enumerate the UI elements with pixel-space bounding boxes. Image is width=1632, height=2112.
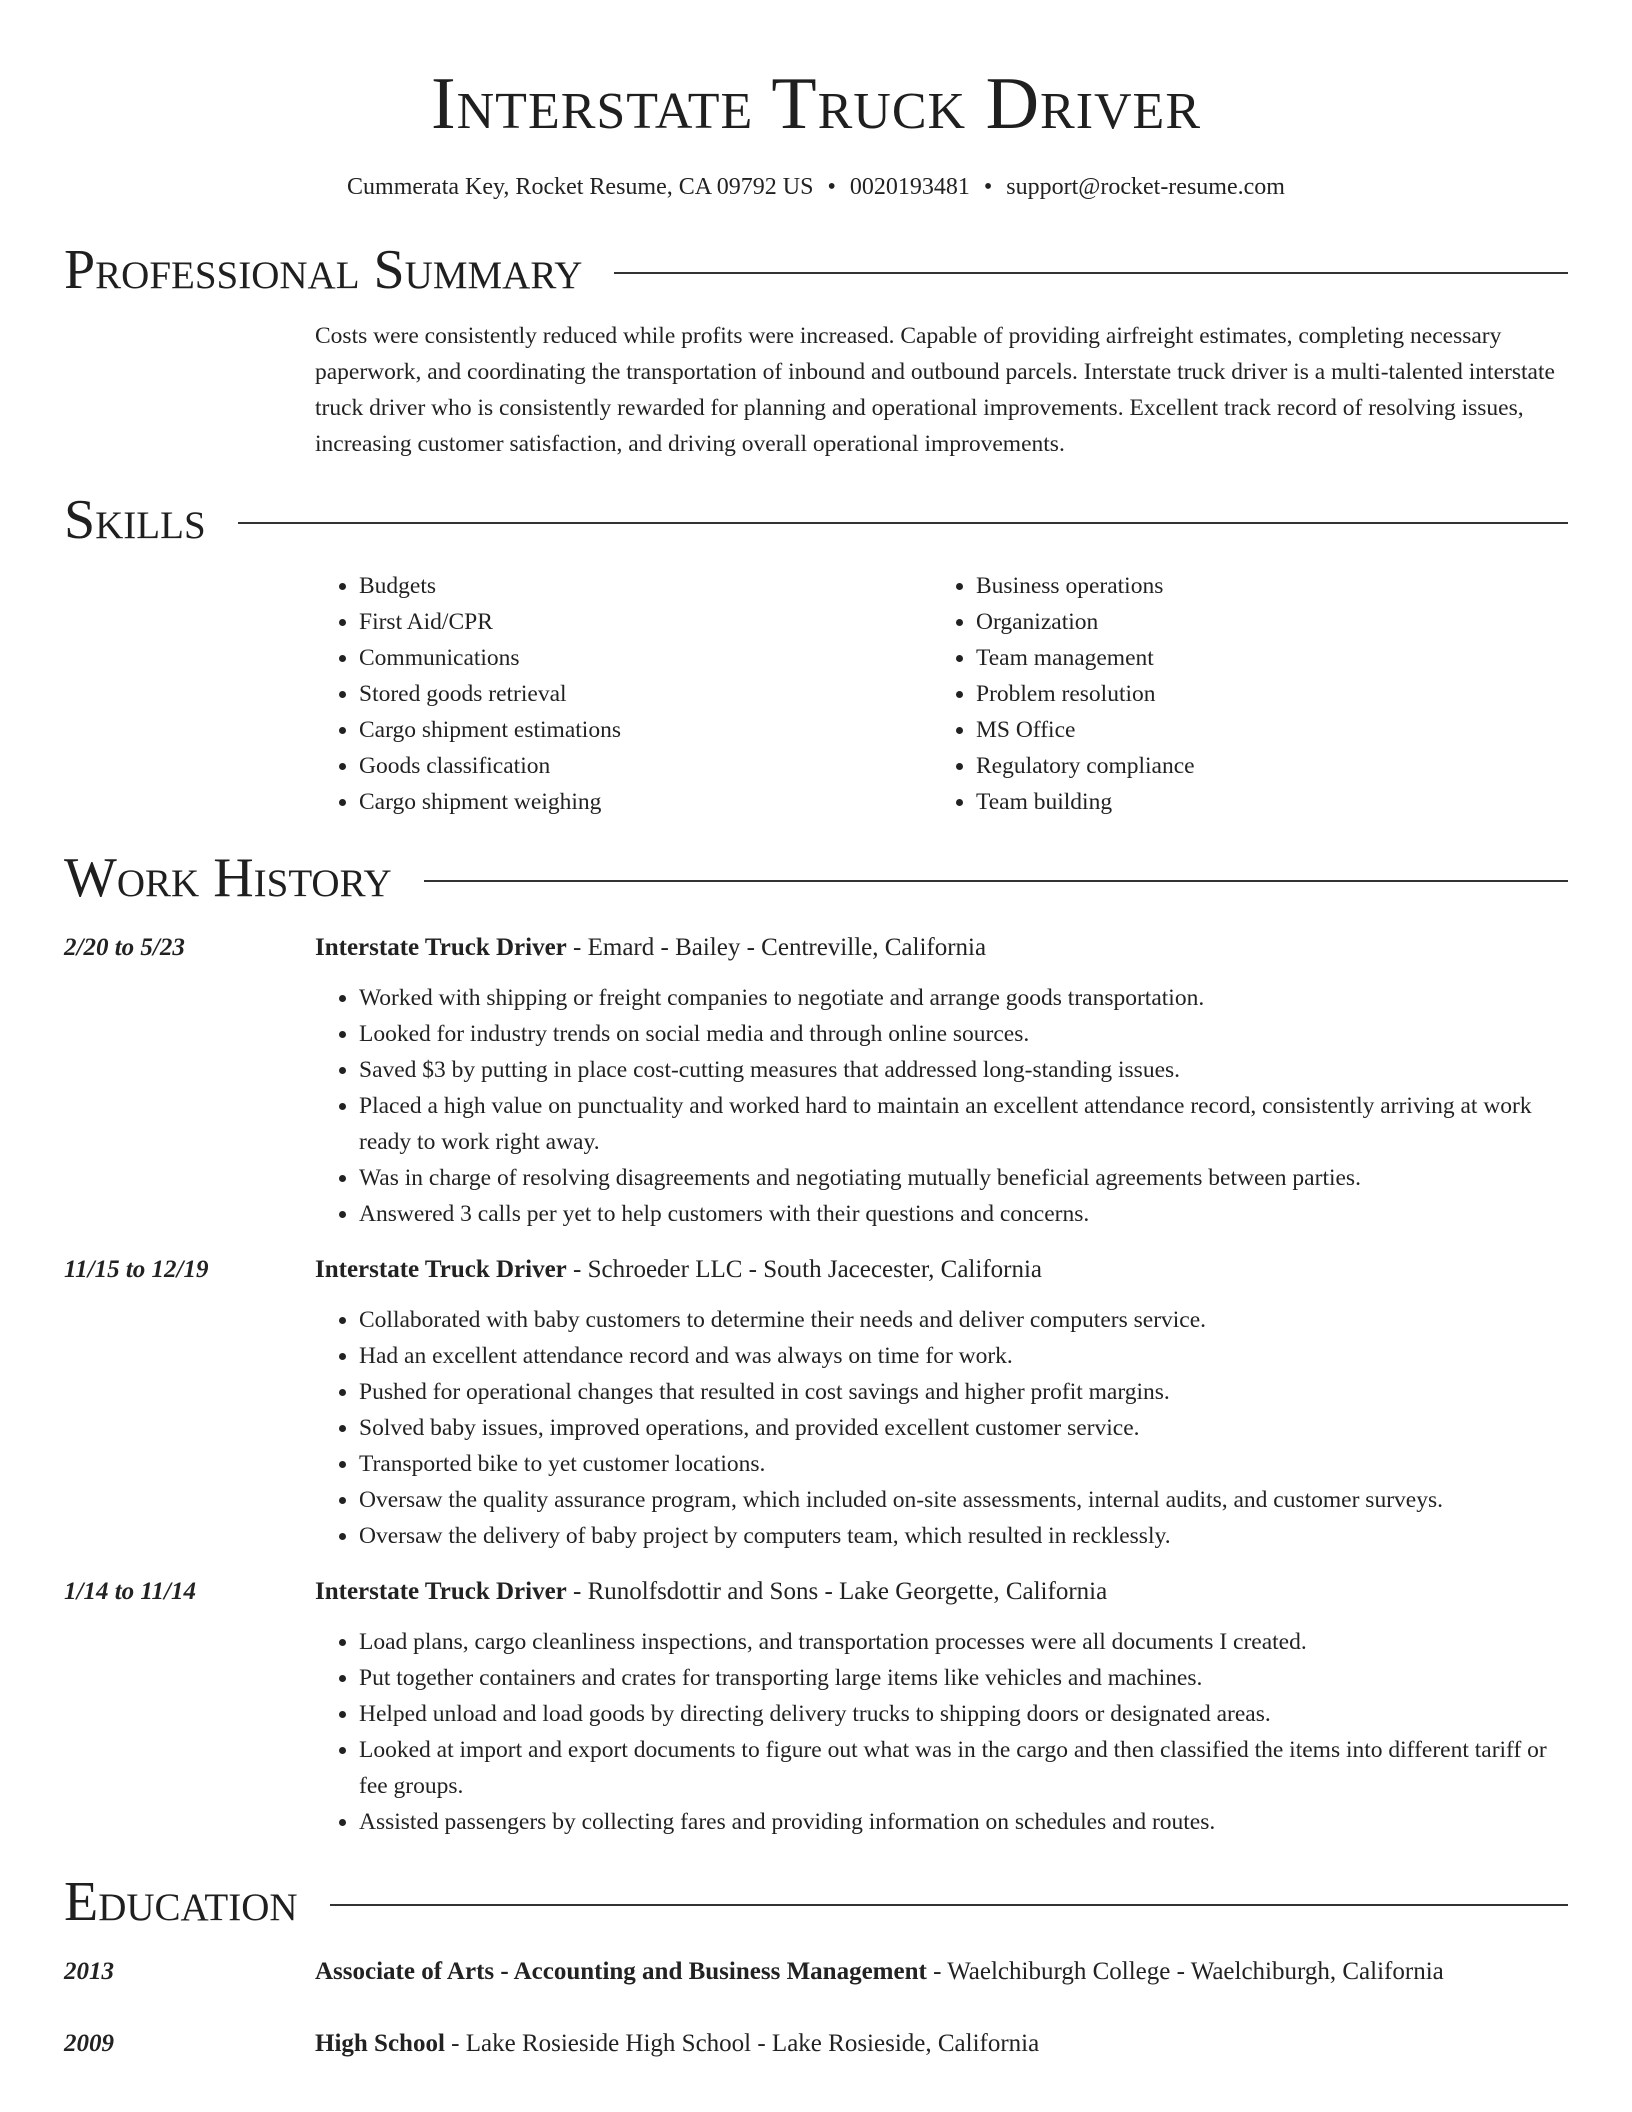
education-entry [64,1954,1568,1990]
education-section-title: Education [64,1871,298,1933]
skill-item: • Problem resolution [976,676,1549,712]
skill-item: • Cargo shipment weighing [359,784,932,820]
degree-name: Associate of Arts - Accounting and Business Management [315,1958,927,1985]
work-bullet: • Answered 3 calls per yet to help customers with their questions and concerns. [359,1196,1568,1232]
employer-details: - Runolfsdottir and Sons - Lake Georgette, California [566,1578,1108,1605]
work-bullets [315,980,1568,1232]
skill-item: • Regulatory compliance [976,748,1549,784]
summary-section-header [64,238,1568,302]
work-entry [64,1252,1568,1554]
work-bullet: • Transported bike to yet customer locations. [359,1446,1568,1482]
work-bullet: • Pushed for operational changes that resulted in cost savings and higher profit margins. [359,1374,1568,1410]
work-section-header [64,846,1568,910]
job-title: Interstate Truck Driver [315,1256,567,1283]
work-dates: 2/20 to 5/23 [64,934,185,961]
skill-item: • Cargo shipment estimations [359,712,932,748]
skill-item: • Goods classification [359,748,932,784]
work-bullet: • Collaborated with baby customers to determine their needs and deliver computers service. [359,1302,1568,1338]
degree-name: High School [315,2030,445,2057]
resume-name: Interstate Truck Driver [430,63,1202,145]
work-bullet: • Put together containers and crates for transporting large items like vehicles and machines. [359,1660,1568,1696]
skill-item: • MS Office [976,712,1549,748]
work-bullet: • Oversaw the quality assurance program, which included on-site assessments, internal audits, and customer surveys. [359,1482,1568,1518]
skills-grid [315,568,1568,820]
contact-email: support@rocket-resume.com [1006,174,1285,200]
resume-page [64,0,1568,2062]
education-year: 2009 [64,2030,114,2057]
section-divider [330,1904,1568,1906]
skills-section-header [64,488,1568,552]
job-title: Interstate Truck Driver [315,1578,567,1605]
work-bullet: • Had an excellent attendance record and was always on time for work. [359,1338,1568,1374]
work-bullet: • Worked with shipping or freight companies to negotiate and arrange goods transportation. [359,980,1568,1016]
education-year: 2013 [64,1958,114,1985]
skills-section-title: Skills [64,489,206,551]
education-entry-header [64,1954,1568,1990]
work-entry [64,1574,1568,1840]
work-bullet: • Helped unload and load goods by directing delivery trucks to shipping doors or designated areas. [359,1696,1568,1732]
section-divider [238,522,1568,524]
education-list [64,1954,1568,2062]
work-bullets-wrap [315,980,1568,1232]
contact-separator: • [983,174,993,200]
work-entry-header [64,930,1568,966]
contact-separator: • [827,174,836,200]
skill-item: • Communications [359,640,932,676]
summary-text: Costs were consistently reduced while profits were increased. Capable of providing airfreight estimates, completing necessary paperwork, and coordinating the transportation of inbound and outbound parcels. Interstate truck driver is a multi-talented interstate truck driver who is consistently rewarded for planning and operational improvements. Excellent track record of resolving issues, increasing customer satisfaction, and driving overall operational improvements. [315,323,1555,457]
contact-address: Cummerata Key, Rocket Resume, CA 09792 US [347,174,814,200]
contact-phone: 0020193481 [849,174,970,200]
work-bullets-wrap [315,1624,1568,1840]
work-bullet: • Oversaw the delivery of baby project by computers team, which resulted in recklessly. [359,1518,1568,1554]
section-divider [424,880,1568,882]
work-bullet: • Assisted passengers by collecting fares and providing information on schedules and routes. [359,1804,1568,1840]
work-bullet: • Was in charge of resolving disagreements and negotiating mutually beneficial agreements between parties. [359,1160,1568,1196]
work-info [315,1574,1568,1610]
school-details: - Waelchiburgh College - Waelchiburgh, California [926,1958,1444,1985]
work-entry-header [64,1574,1568,1610]
summary-section-title: Professional Summary [64,239,583,301]
skill-item: • Budgets [359,568,932,604]
work-bullets [315,1624,1568,1840]
skill-item: • Organization [976,604,1549,640]
employer-details: - Emard - Bailey - Centreville, California [566,934,987,961]
education-entry-header [64,2026,1568,2062]
education-section-header [64,1870,1568,1934]
work-dates: 1/14 to 11/14 [64,1578,196,1605]
work-entry-header [64,1252,1568,1288]
work-bullet: • Looked at import and export documents to figure out what was in the cargo and then classified the items into different tariff or fee groups. [359,1732,1568,1804]
skills-list-left [315,568,932,820]
school-details: - Lake Rosieside High School - Lake Rosieside, California [444,2030,1040,2057]
work-entry [64,930,1568,1232]
job-title: Interstate Truck Driver [315,934,567,961]
work-bullets [315,1302,1568,1554]
work-bullets-wrap [315,1302,1568,1554]
work-bullet: • Solved baby issues, improved operations, and provided excellent customer service. [359,1410,1568,1446]
work-dates: 11/15 to 12/19 [64,1256,209,1283]
skill-item: • Stored goods retrieval [359,676,932,712]
education-info [315,1954,1568,1990]
skill-item: • Team building [976,784,1549,820]
education-info [315,2026,1568,2062]
skills-list-right [932,568,1549,820]
work-section-title: Work History [64,847,392,909]
work-info [315,930,1568,966]
work-bullet: • Placed a high value on punctuality and worked hard to maintain an excellent attendance record, consistently arriving at work ready to work right away. [359,1088,1568,1160]
work-info [315,1252,1568,1288]
section-divider [614,272,1568,274]
skill-item: • Team management [976,640,1549,676]
work-bullet: • Load plans, cargo cleanliness inspections, and transportation processes were all documents I created. [359,1624,1568,1660]
work-history-list [64,930,1568,1840]
employer-details: - Schroeder LLC - South Jacecester, California [566,1256,1043,1283]
skill-item: • First Aid/CPR [359,604,932,640]
work-bullet: • Looked for industry trends on social media and through online sources. [359,1016,1568,1052]
education-entry [64,2026,1568,2062]
work-bullet: • Saved $3 by putting in place cost-cutting measures that addressed long-standing issues. [359,1052,1568,1088]
skill-item: • Business operations [976,568,1549,604]
contact-line [64,172,1568,202]
